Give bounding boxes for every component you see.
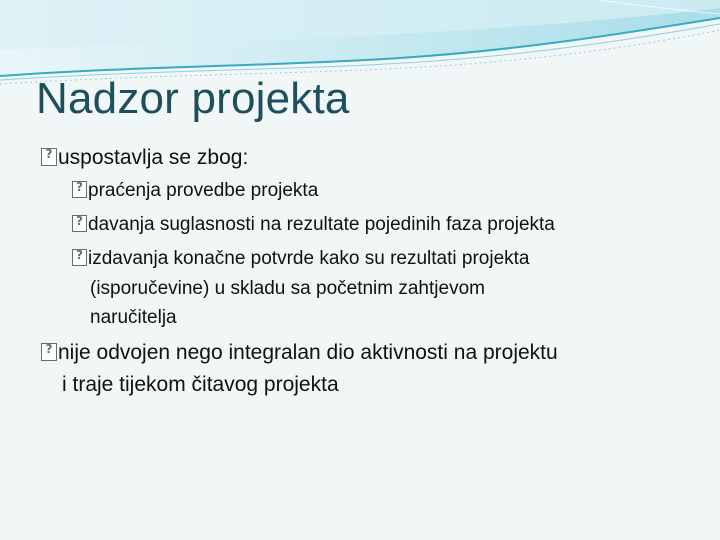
list-item-continuation: naručitelja bbox=[90, 307, 177, 328]
list-item-text: nije odvojen nego integralan dio aktivnosti na projektu bbox=[58, 341, 558, 364]
list-item-text: praćenja provedbe projekta bbox=[88, 180, 319, 201]
missing-glyph-box-icon bbox=[72, 181, 87, 198]
missing-glyph-box-icon bbox=[72, 215, 87, 232]
list-item bbox=[41, 341, 558, 365]
missing-glyph-box-icon bbox=[41, 148, 57, 166]
list-item bbox=[72, 248, 529, 270]
list-item-text: uspostavlja se zbog: bbox=[58, 146, 249, 169]
list-item-continuation: i traje tijekom čitavog projekta bbox=[62, 373, 339, 396]
list-item bbox=[41, 146, 248, 170]
list-item-continuation: (isporučevine) u skladu sa početnim zahtjevom bbox=[90, 278, 485, 299]
slide-title: Nadzor projekta bbox=[36, 74, 350, 123]
list-item-text: davanja suglasnosti na rezultate pojedinih faza projekta bbox=[88, 214, 555, 235]
list-item-text: izdavanja konačne potvrde kako su rezultati projekta bbox=[88, 248, 530, 269]
missing-glyph-box-icon bbox=[72, 249, 87, 266]
list-item bbox=[72, 214, 555, 236]
missing-glyph-box-icon bbox=[41, 343, 57, 361]
list-item bbox=[72, 180, 318, 202]
